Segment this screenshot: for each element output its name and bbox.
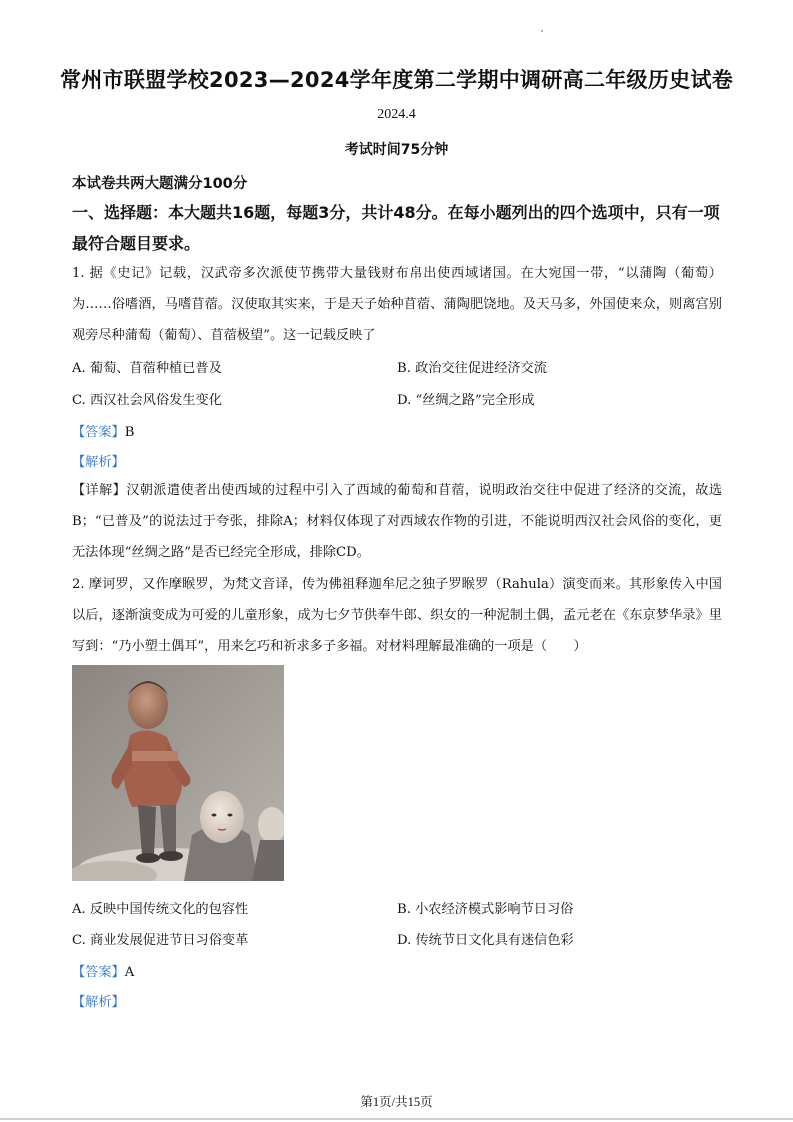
question-2-stem: 2. 摩诃罗，又作摩睺罗，为梵文音译，传为佛祖释迦牟尼之独子罗睺罗（Rahula）演变而来。其形象传入中国以后，逐渐演变成为可爱的儿童形象，成为七夕节供奉牛郎、织女的一种泥制土偶，孟元老在《东京梦华录》里写到：“乃小塑土偶耳”，用来乞巧和祈求多子多福。对材料理解最准确的一项是（ ）: [72, 577, 722, 654]
question-2-option-c[interactable]: C. 商业发展促进节日习俗变革: [72, 933, 249, 948]
question-1-option-c[interactable]: C. 西汉社会风俗发生变化: [72, 393, 222, 408]
question-1-option-a[interactable]: A. 葡萄、苜蓿种植已普及: [72, 361, 222, 376]
question-2-option-d[interactable]: D. 传统节日文化具有迷信色彩: [397, 933, 574, 948]
question-2-option-a[interactable]: A. 反映中国传统文化的包容性: [72, 902, 249, 917]
answer-tag: 【答案】: [72, 965, 125, 980]
question-1-option-d[interactable]: D. “丝绸之路”完全形成: [397, 393, 535, 408]
question-1-detail: [72, 475, 722, 568]
page-title: 常州市联盟学校2023—2024学年度第二学期中调研高二年级历史试卷: [59, 68, 734, 92]
paper-intro: 本试卷共两大题满分100分: [72, 176, 248, 192]
stray-mark: [541, 30, 543, 32]
analysis-tag: 【解析】: [72, 995, 125, 1010]
question-1-option-b[interactable]: B. 政治交往促进经济交流: [397, 361, 547, 376]
question-2-answer: [72, 961, 134, 980]
detail-tag: 【详解】: [72, 483, 127, 498]
exam-date: 2024.4: [377, 107, 416, 122]
answer-tag: 【答案】: [72, 425, 125, 440]
detail-text: 汉朝派遣使者出使西域的过程中引入了西域的葡萄和苜蓿，说明政治交往中促进了经济的交流，故选B；“已普及”的说法过于夸张，排除A；材料仅体现了对西域农作物的引进，不能说明西汉社会风俗的变化，更无法体现“丝绸之路”是否已经完全形成，排除CD。: [72, 483, 723, 560]
question-1-answer: [72, 421, 134, 440]
page-footer: 第1页/共15页: [360, 1095, 433, 1109]
question-2-option-b[interactable]: B. 小农经济模式影响节日习俗: [397, 902, 574, 917]
answer-value: B: [124, 425, 135, 440]
section-heading: 一、选择题：本大题共16题，每题3分，共计48分。在每小题列出的四个选项中，只有一项最符合题目要求。: [72, 203, 720, 253]
question-1-analysis: [72, 451, 125, 470]
exam-time: 考试时间75分钟: [344, 142, 449, 158]
question-1-stem: 1. 据《史记》记载，汉武帝多次派使节携带大量钱财布帛出使西域诸国。在大宛国一带，“以蒲陶（葡萄）为……俗嗜酒，马嗜苜蓿。汉使取其实来，于是天子始种苜蓿、蒲陶肥饶地。及天马多，外国使来众，则离宫别观旁尽种蒲萄（葡萄）、苜蓿极望”。这一记载反映了: [72, 266, 722, 343]
question-2-analysis: [72, 991, 125, 1010]
answer-value: A: [124, 965, 135, 980]
bottom-rule: [0, 1118, 793, 1120]
mohele-figurine-photo: [72, 665, 284, 881]
analysis-tag: 【解析】: [72, 455, 125, 470]
